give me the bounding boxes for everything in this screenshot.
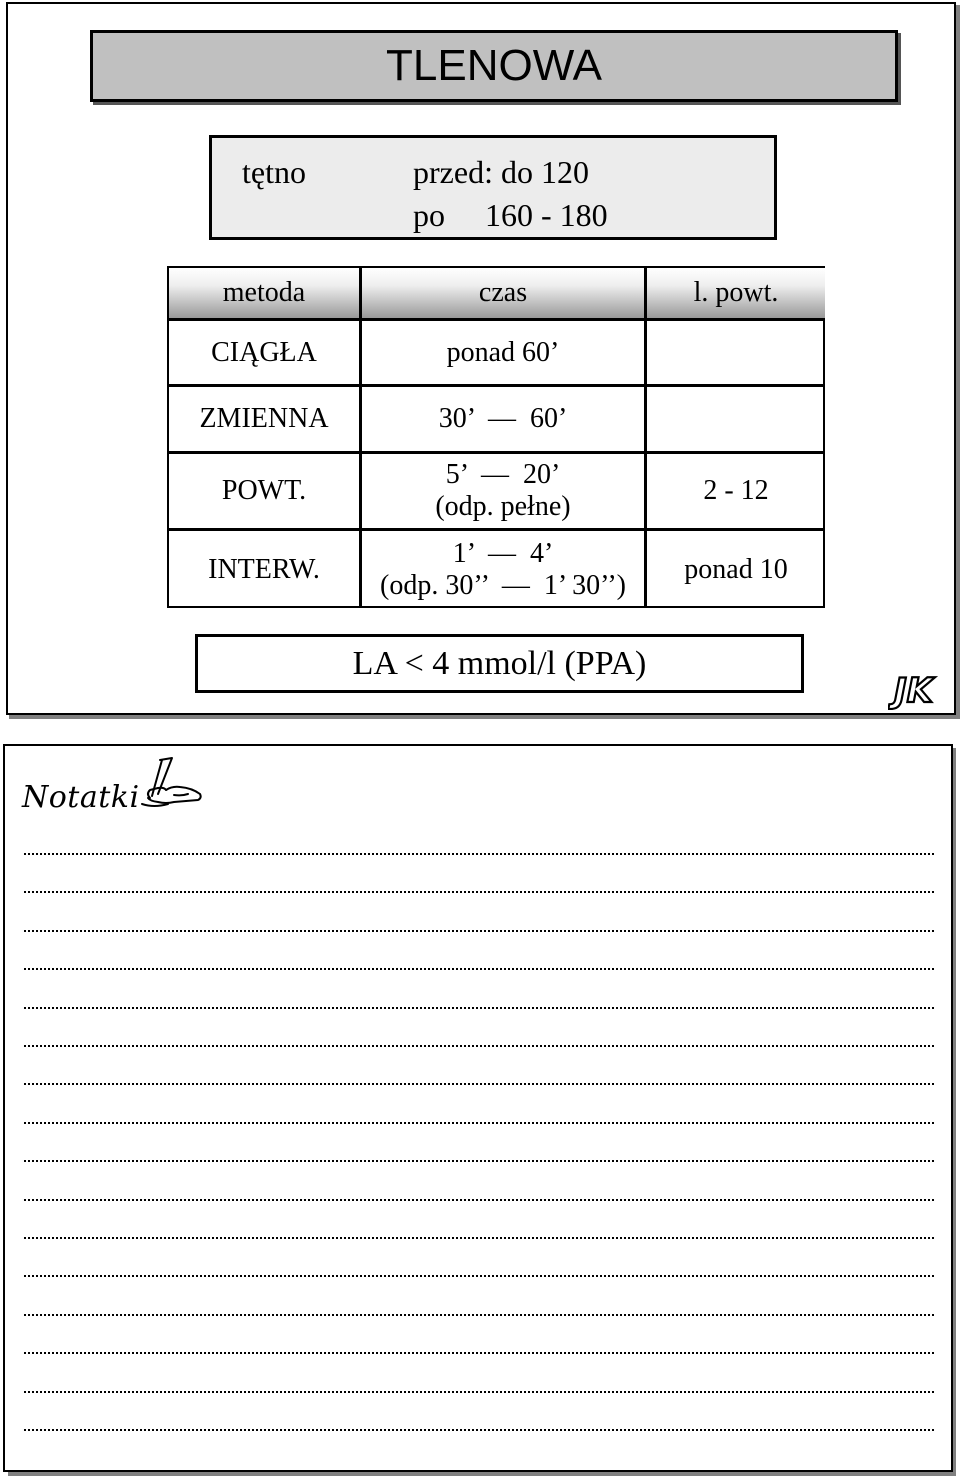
cell-reps: ponad 10 bbox=[684, 553, 788, 585]
pulse-box bbox=[209, 135, 777, 240]
time-line: 1’ — 4’ bbox=[452, 537, 554, 569]
logo-text: JK bbox=[894, 671, 933, 710]
note-line bbox=[24, 1007, 934, 1009]
note-line bbox=[24, 1352, 934, 1354]
note-line bbox=[24, 968, 934, 970]
header-time: czas bbox=[362, 268, 644, 318]
note-line bbox=[24, 1199, 934, 1201]
slide-title: TLENOWA bbox=[90, 30, 898, 102]
cell-time bbox=[362, 531, 644, 608]
note-line bbox=[24, 1083, 934, 1085]
lactate-threshold-box: LA < 4 mmol/l (PPA) bbox=[195, 634, 804, 693]
cell-method: ZMIENNA bbox=[199, 403, 329, 434]
pulse-after: po 160 - 180 bbox=[413, 197, 608, 233]
cell-method: INTERW. bbox=[208, 553, 320, 585]
note-line bbox=[24, 891, 934, 893]
cell-time bbox=[362, 454, 644, 528]
pulse-before: przed: do 120 bbox=[413, 154, 589, 190]
time-line: (odp. 30’’ — 1’ 30’’) bbox=[380, 569, 626, 601]
cell-reps: 2 - 12 bbox=[703, 475, 769, 506]
cell-time: ponad 60’ bbox=[446, 336, 560, 368]
cell-method: POWT. bbox=[221, 475, 307, 506]
header-method: metoda bbox=[169, 268, 359, 318]
header-reps: l. powt. bbox=[647, 268, 825, 318]
notes-label: Notatki bbox=[22, 780, 140, 815]
note-line bbox=[24, 1237, 934, 1239]
pulse-label: tętno bbox=[242, 154, 306, 190]
note-line bbox=[24, 853, 934, 855]
writing-hand-icon bbox=[138, 754, 206, 814]
jk-logo bbox=[888, 666, 954, 710]
note-line bbox=[24, 1160, 934, 1162]
methods-table bbox=[167, 266, 825, 608]
note-line bbox=[24, 930, 934, 932]
note-line bbox=[24, 1122, 934, 1124]
note-line bbox=[24, 1045, 934, 1047]
note-line bbox=[24, 1391, 934, 1393]
time-line: (odp. pełne) bbox=[435, 491, 571, 522]
note-line bbox=[24, 1275, 934, 1277]
time-line: 5’ — 20’ bbox=[445, 459, 561, 490]
cell-time: 30’ — 60’ bbox=[438, 403, 568, 434]
note-line bbox=[24, 1429, 934, 1431]
cell-method: CIĄGŁA bbox=[211, 336, 317, 368]
note-line bbox=[24, 1314, 934, 1316]
